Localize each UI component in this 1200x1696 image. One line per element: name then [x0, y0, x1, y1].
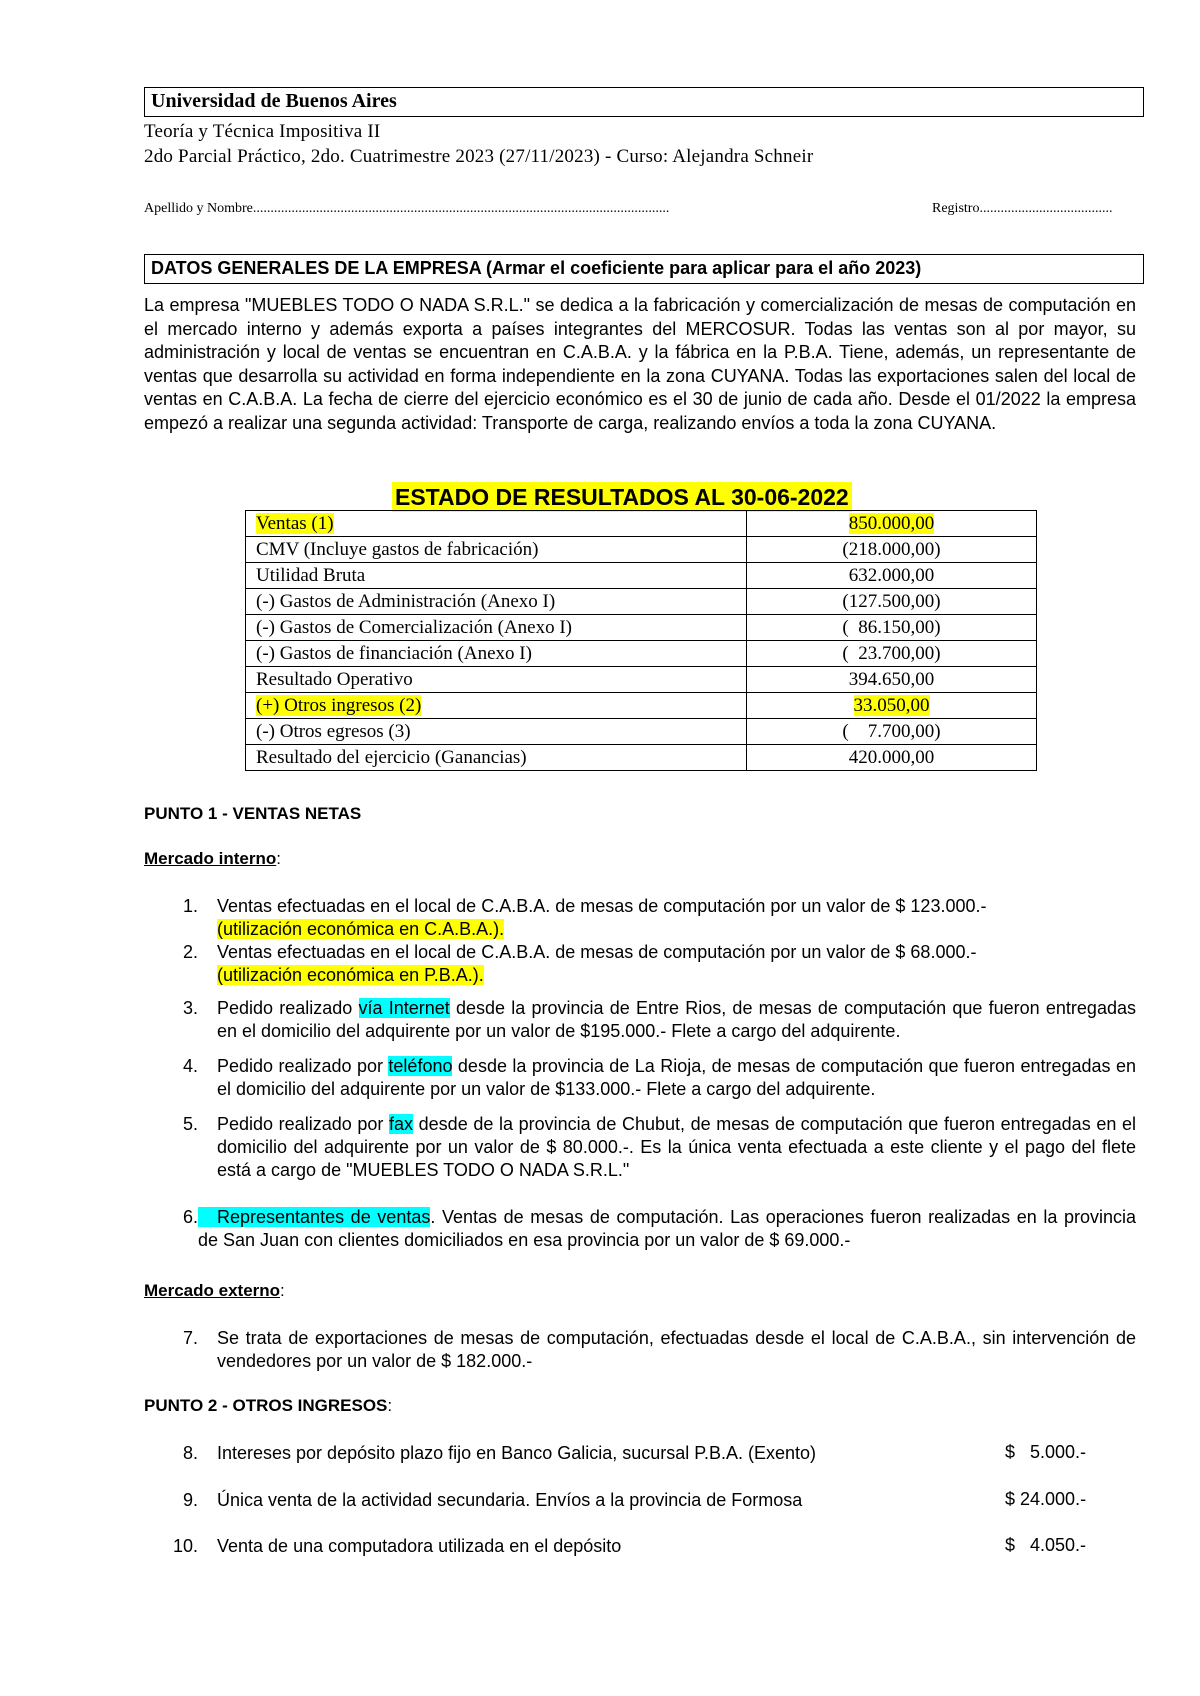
row-label: Resultado del ejercicio (Ganancias) — [246, 745, 747, 771]
table-row — [246, 537, 1037, 563]
registro-field: Registro...................................... — [932, 201, 1113, 216]
row-label: Ventas (1) — [246, 511, 747, 537]
item-number: 1. — [182, 896, 198, 916]
item-amount: $ 24.000.- — [1005, 1489, 1087, 1509]
item-text: Ventas efectuadas en el local de C.A.B.A. de mesas de computación por un valor de $ 68.000.- (utilización económica en P.B.A.). — [217, 942, 977, 985]
table-row — [246, 667, 1037, 693]
subject-line: Teoría y Técnica Impositiva II — [144, 121, 381, 142]
table-row — [246, 615, 1037, 641]
row-value: ( 7.700,00) — [747, 719, 1037, 745]
row-label: (-) Otros egresos (3) — [246, 719, 747, 745]
list-item — [160, 1206, 1136, 1252]
row-label: Resultado Operativo — [246, 667, 747, 693]
row-value: (127.500,00) — [747, 589, 1037, 615]
row-value: 394.650,00 — [747, 667, 1037, 693]
row-value: 632.000,00 — [747, 563, 1037, 589]
datos-generales-title: DATOS GENERALES DE LA EMPRESA (Armar el coeficiente para aplicar para el año 2023) — [144, 254, 1144, 284]
row-value: (218.000,00) — [747, 537, 1037, 563]
list-item — [160, 1489, 1136, 1512]
row-label: Utilidad Bruta — [246, 563, 747, 589]
table-row — [246, 641, 1037, 667]
row-value: ( 23.700,00) — [747, 641, 1037, 667]
item-number: 8. — [182, 1443, 198, 1463]
item-text: Venta de una computadora utilizada en el depósito — [217, 1536, 622, 1556]
row-value: 420.000,00 — [747, 745, 1037, 771]
table-row — [246, 745, 1037, 771]
item-amount: $ 4.050.- — [1005, 1535, 1087, 1555]
item-number: 7. — [182, 1328, 198, 1348]
row-label: (+) Otros ingresos (2) — [246, 693, 747, 719]
list-item — [160, 1113, 1136, 1182]
list-item — [160, 997, 1136, 1043]
university-title: Universidad de Buenos Aires — [144, 87, 1144, 117]
punto2-title: PUNTO 2 - OTROS INGRESOS: — [144, 1396, 393, 1415]
mercado-externo-heading: Mercado externo: — [144, 1281, 285, 1300]
item-text: Ventas efectuadas en el local de C.A.B.A. de mesas de computación por un valor de $ 123.000.- (utilización económica en C.A.B.A.). — [217, 896, 987, 939]
table-row — [246, 693, 1037, 719]
table-row — [246, 563, 1037, 589]
item-number: 3. — [182, 998, 198, 1018]
list-item — [160, 1055, 1136, 1101]
table-row — [246, 719, 1037, 745]
row-value: 33.050,00 — [747, 693, 1037, 719]
row-label: (-) Gastos de financiación (Anexo I) — [246, 641, 747, 667]
item-number: 2. — [182, 942, 198, 962]
item-amount: $ 5.000.- — [1005, 1442, 1087, 1462]
item-number: 5. — [182, 1114, 198, 1134]
row-value: ( 86.150,00) — [747, 615, 1037, 641]
exam-line: 2do Parcial Práctico, 2do. Cuatrimestre 2023 (27/11/2023) - Curso: Alejandra Schneir — [144, 146, 814, 167]
item-number: 4. — [182, 1056, 198, 1076]
apellido-field: Apellido y Nombre....................................................................................................................... — [144, 201, 670, 216]
item-text: Pedido realizado por teléfono desde la provincia de La Rioja, de mesas de computación que fueron entregadas en el domicilio del adquirente por un valor de $133.000.- Flete a cargo del adquirente. — [217, 1056, 1136, 1099]
row-value: 850.000,00 — [747, 511, 1037, 537]
estado-resultados-table — [245, 510, 1037, 771]
item-text: Representantes de ventas. Ventas de mesas de computación. Las operaciones fueron realizadas en la provincia de San Juan con clientes domiciliados en esa provincia por un valor de $ 69.000.- — [198, 1207, 1136, 1250]
item-text: Intereses por depósito plazo fijo en Banco Galicia, sucursal P.B.A. (Exento) — [217, 1443, 816, 1463]
mercado-interno-heading: Mercado interno: — [144, 849, 281, 868]
table-row — [246, 511, 1037, 537]
estado-title: ESTADO DE RESULTADOS AL 30-06-2022 — [392, 482, 852, 512]
item-text: Se trata de exportaciones de mesas de computación, efectuadas desde el local de C.A.B.A., sin intervención de vendedores por un valor de $ 182.000.- — [217, 1328, 1136, 1371]
item-number: 9. — [182, 1490, 198, 1510]
row-label: (-) Gastos de Administración (Anexo I) — [246, 589, 747, 615]
list-item — [160, 895, 1136, 941]
item-text: Única venta de la actividad secundaria. Envíos a la provincia de Formosa — [217, 1490, 803, 1510]
row-label: CMV (Incluye gastos de fabricación) — [246, 537, 747, 563]
list-item — [160, 941, 1136, 987]
item-number: 6. — [182, 1207, 198, 1227]
company-description: La empresa "MUEBLES TODO O NADA S.R.L." se dedica a la fabricación y comercialización de mesas de computación en el mercado interno y además exporta a países integrantes del MERCOSUR. Todas las ventas son al por mayor, su administración y local de ventas se encuentran en C.A.B.A. y la fábrica en la P.B.A. Tiene, además, un representante de ventas que desarrolla su actividad en forma independiente en la zona CUYANA. Todas las exportaciones salen del local de ventas en C.A.B.A. La fecha de cierre del ejercicio económico es el 30 de junio de cada año. Desde el 01/2022 la empresa empezó a realizar una segunda actividad: Transporte de carga, realizando envíos a toda la zona CUYANA. — [144, 295, 1136, 433]
list-item — [160, 1535, 1136, 1558]
row-label: (-) Gastos de Comercialización (Anexo I) — [246, 615, 747, 641]
punto1-title: PUNTO 1 - VENTAS NETAS — [144, 804, 362, 823]
item-text: Pedido realizado por fax desde de la provincia de Chubut, de mesas de computación que fueron entregadas en el domicilio del adquirente por un valor de $ 80.000.-. Es la única venta efectuada a este cliente y el pago del flete está a cargo de "MUEBLES TODO O NADA S.R.L." — [217, 1114, 1136, 1180]
list-item — [160, 1327, 1136, 1373]
item-text: Pedido realizado vía Internet desde la provincia de Entre Rios, de mesas de computación que fueron entregadas en el domicilio del adquirente por un valor de $195.000.- Flete a cargo del adquirente. — [217, 998, 1136, 1041]
item-number: 10. — [172, 1536, 198, 1556]
table-row — [246, 589, 1037, 615]
list-item — [160, 1442, 1136, 1465]
